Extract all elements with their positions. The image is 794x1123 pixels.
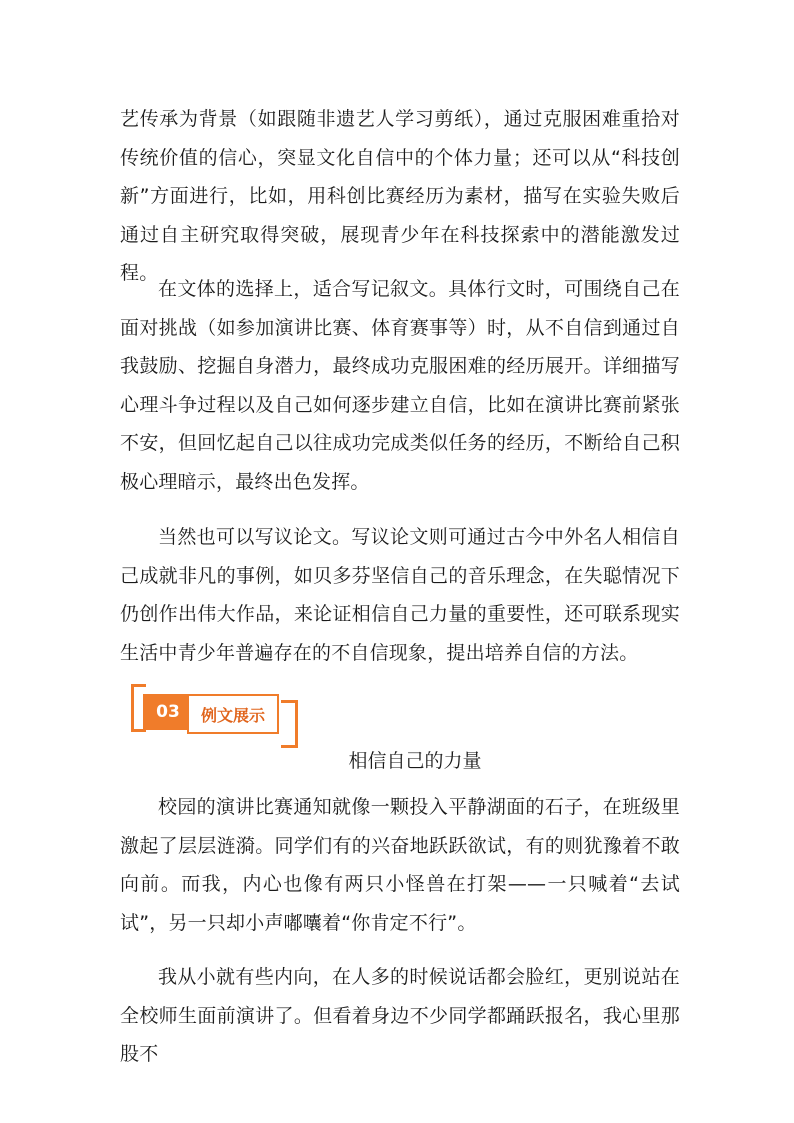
paragraph-narrative-genre: 在文体的选择上，适合写记叙文。具体行文时，可围绕自己在面对挑战（如参加演讲比赛、体育赛事等）时，从不自信到通过自我鼓励、挖掘自身潜力，最终成功克服困难的经历展开。详细描写心理斗争过程以及自己如何逐步建立自信，比如在演讲比赛前紧张不安，但回忆起自己以往成功完成类似任务的经历，不断给自己积极心理暗示，最终出色发挥。 bbox=[120, 278, 680, 493]
paragraph-argumentative-genre: 当然也可以写议论文。写议论文则可通过古今中外名人相信自己成就非凡的事例，如贝多芬坚信自己的音乐理念，在失聪情况下仍创作出伟大作品，来论证相信自己力量的重要性，还可联系现实生活中青少年普遍存在的不自信现象，提出培养自信的方法。 bbox=[120, 526, 680, 664]
essay-paragraph-1: 校园的演讲比赛通知就像一颗投入平静湖面的石子，在班级里激起了层层涟漪。同学们有的兴奋地跃跃欲试，有的则犹豫着不敢向前。而我，内心也像有两只小怪兽在打架——一只喊着“去试试”，另一只却小声嘟囔着“你肯定不行”。 bbox=[120, 796, 680, 934]
section-number: 03 bbox=[143, 694, 193, 730]
section-label: 例文展示 bbox=[187, 694, 279, 734]
essay-paragraph-2: 我从小就有些内向，在人多的时候说话都会脸红，更别说站在全校师生面前演讲了。但看着身边不少同学都踊跃报名，我心里那股不 bbox=[120, 966, 680, 1065]
paragraph-cultural-confidence: 艺传承为背景（如跟随非遗艺人学习剪纸），通过克服困难重拾对传统价值的信心，突显文化自信中的个体力量；还可以从“科技创新”方面进行，比如，用科创比赛经历为素材，描写在实验失败后通过自主研究取得突破，展现青少年在科技探索中的潜能激发过程。 bbox=[120, 108, 680, 284]
essay-title: 相信自己的力量 bbox=[348, 750, 482, 772]
section-header-badge bbox=[131, 684, 301, 742]
decorative-bracket-right bbox=[281, 700, 298, 748]
